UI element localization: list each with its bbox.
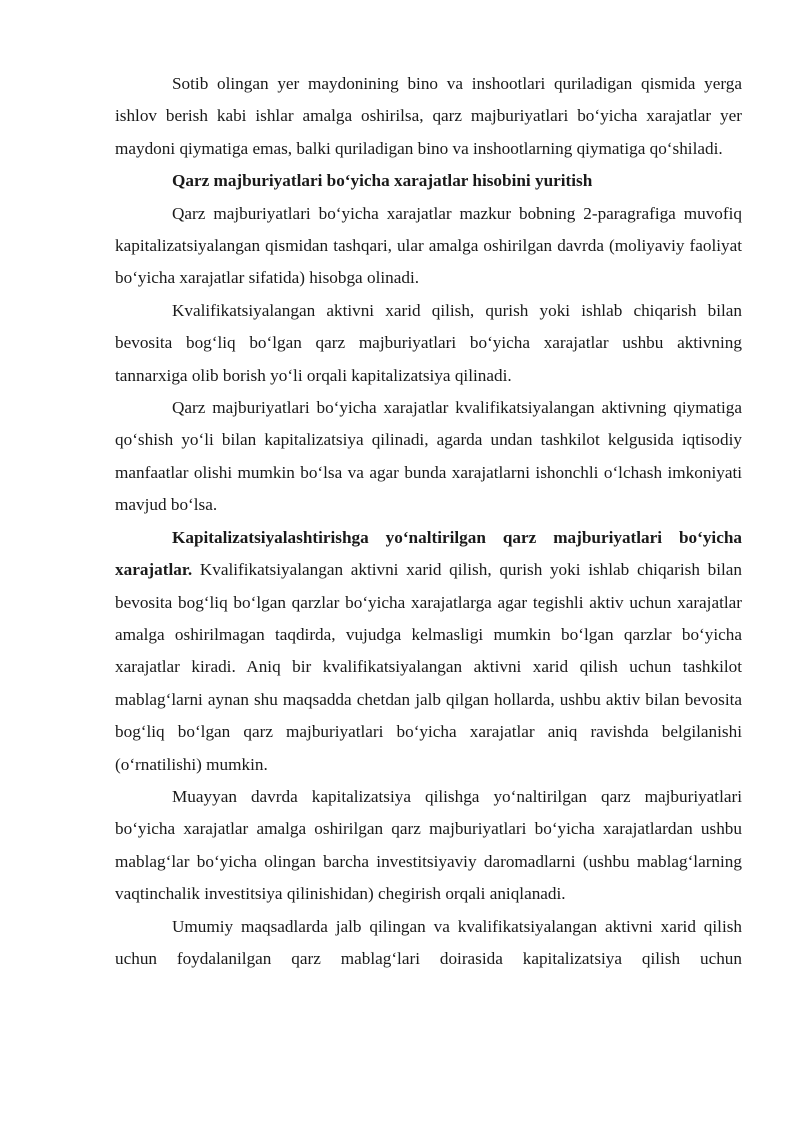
document-page — [115, 68, 742, 975]
paragraph-1: Sotib olingan yer maydonining bino va inshootlari quriladigan qismida yerga ishlov berish kabi ishlar amalga oshirilsa, qarz majburiyatlari bo‘yicha xarajatlar yer maydoni qiymatiga emas, balki quriladigan bino va inshootlarning qiymatiga qo‘shiladi. — [115, 74, 742, 158]
paragraph-5-body: Kvalifikatsiyalangan aktivni xarid qilish, qurish yoki ishlab chiqarish bilan bevosita bog‘liq bo‘lgan qarzlar bo‘yicha xarajatlarga agar tegishli aktiv uchun xarajatlar amalga oshirilmagan taqdirda, vujudga kelmasligi mumkin bo‘lgan qarzlar bo‘yicha xarajatlar kiradi. Aniq bir kvalifikatsiyalangan aktivni xarid qilish uchun tashkilot mablag‘larni aynan shu maqsadda chetdan jalb qilgan hollarda, ushbu aktiv bilan bevosita bog‘liq bo‘lgan qarz majburiyatlari bo‘yicha xarajatlar aniq ravishda belgilanishi (o‘rnatilishi) mumkin. — [115, 560, 742, 774]
paragraph-2: Qarz majburiyatlari bo‘yicha xarajatlar mazkur bobning 2-paragrafiga muvofiq kapitalizatsiyalangan qismidan tashqari, ular amalga oshirilgan davrda (moliyaviy faoliyat bo‘yicha xarajatlar sifatida) hisobga olinadi. — [115, 203, 742, 288]
paragraph-3: Kvalifikatsiyalangan aktivni xarid qilish, qurish yoki ishlab chiqarish bilan bevosita bog‘liq bo‘lgan qarz majburiyatlari bo‘yicha xarajatlar ushbu aktivning tannarxiga olib borish yo‘li orqali kapitalizatsiya qilinadi. — [115, 300, 742, 385]
paragraph-7: Umumiy maqsadlarda jalb qilingan va kvalifikatsiyalangan aktivni xarid qilish uchun foydalanilgan qarz mablag‘lari doirasida kapitalizatsiya qilish uchun — [115, 916, 742, 968]
paragraph-5 — [115, 522, 742, 781]
section-heading: Qarz majburiyatlari bo‘yicha xarajatlar hisobini yuritish — [172, 171, 593, 191]
paragraph-6: Muayyan davrda kapitalizatsiya qilishga yo‘naltirilgan qarz majburiyatlari bo‘yicha xarajatlar amalga oshirilgan qarz majburiyatlari bo‘yicha xarajatlardan ushbu mablag‘lar bo‘yicha olingan barcha investitsiyaviy daromadlarni (ushbu mablag‘larning vaqtinchalik investitsiya qilinishidan) chegirish orqali aniqlanadi. — [115, 786, 742, 904]
paragraph-4: Qarz majburiyatlari bo‘yicha xarajatlar kvalifikatsiyalangan aktivning qiymatiga qo‘shish yo‘li bilan kapitalizatsiya qilinadi, agarda undan tashkilot kelgusida iqtisodiy manfaatlar olishi mumkin bo‘lsa va agar bunda xarajatlarni ishonchli o‘lchash imkoniyati mavjud bo‘lsa. — [115, 398, 742, 515]
paragraph-5-lead: Kapitalizatsiyalashtirishga yo‘naltirilgan qarz majburiyatlari bo‘yicha xarajatlar. — [115, 527, 742, 580]
